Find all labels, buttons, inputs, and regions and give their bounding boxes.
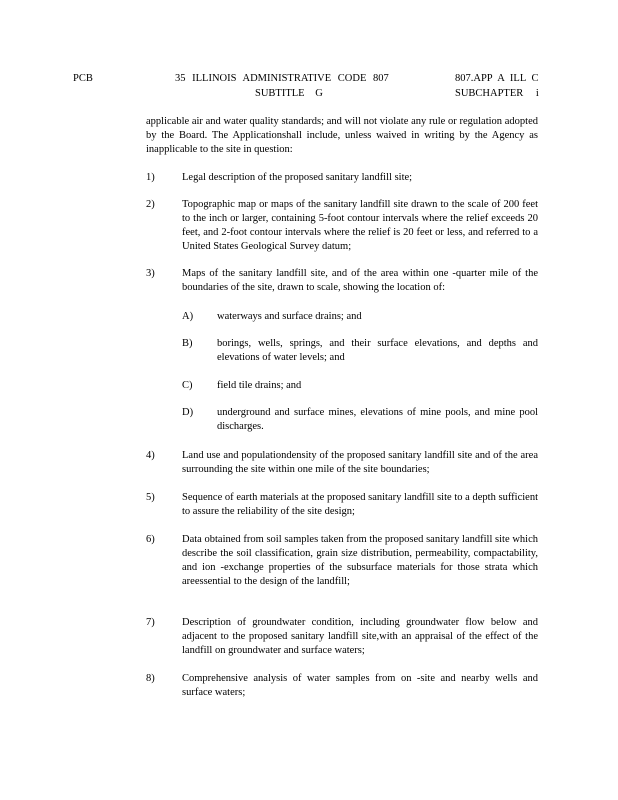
- item-number: 2): [146, 199, 155, 210]
- header-agency: PCB: [73, 73, 93, 84]
- subitem-letter: A): [182, 311, 194, 322]
- item-number: 4): [146, 450, 155, 461]
- item-number: 5): [146, 492, 155, 503]
- item-text: Description of groundwater condition, including groundwater flow below and adjacent to the proposed sanitary landfill site,with an appraisal of the effect of the landfill on groundwater and surface waters;: [182, 617, 538, 656]
- item-number: 7): [146, 617, 155, 628]
- item-number: 6): [146, 534, 155, 545]
- item-text: Sequence of earth materials at the proposed sanitary landfill site to a depth sufficient to assure the reliability of the site design;: [182, 492, 538, 517]
- intro-paragraph: applicable air and water quality standards; and will not violate any rule or regulation adopted by the Board. The Applicationshall include, unless waived in writing by the Agency as inapplicable to the site in question:: [146, 116, 538, 155]
- item-text: Data obtained from soil samples taken from the proposed sanitary landfill site which describe the soil classification, grain size distribution, permeability, compactability, and ion -exchange properties of the subsurface materials for those strata which areessential to the design of the landfill;: [182, 534, 538, 587]
- subitem-text: borings, wells, springs, and their surface elevations, and depths and elevations of water levels; and: [217, 338, 538, 363]
- item-text: Comprehensive analysis of water samples from on -site and nearby wells and surface waters;: [182, 673, 538, 698]
- item-text: Legal description of the proposed sanitary landfill site;: [182, 172, 413, 183]
- subitem-text: waterways and surface drains; and: [217, 311, 362, 322]
- item-number: 1): [146, 172, 155, 183]
- subitem-text: underground and surface mines, elevations of mine pools, and mine pool discharges.: [217, 407, 538, 432]
- subitem-letter: D): [182, 407, 194, 418]
- subitem-text: field tile drains; and: [217, 380, 302, 391]
- header-subtitle: SUBTITLE G: [255, 88, 323, 99]
- header-section: 807.APP A ILL C: [455, 73, 539, 84]
- item-text: Maps of the sanitary landfill site, and of the area within one -quarter mile of the boundaries of the site, drawn to scale, showing the location of:: [182, 268, 538, 293]
- item-number: 3): [146, 268, 155, 279]
- item-text: Land use and populationdensity of the proposed sanitary landfill site and of the area surrounding the site within one mile of the site boundaries;: [182, 450, 538, 475]
- subitem-letter: B): [182, 338, 193, 349]
- item-number: 8): [146, 673, 155, 684]
- header-subchapter: SUBCHAPTER i: [455, 88, 539, 99]
- item-text: Topographic map or maps of the sanitary landfill site drawn to the scale of 200 feet to the inch or larger, containing 5-foot contour intervals where the relief exceeds 20 feet, and 2-foot contour intervals where the relief is 20 feet or less, and referred to a United States Geological Survey datum;: [182, 199, 538, 252]
- subitem-letter: C): [182, 380, 193, 391]
- header-code-title: 35 ILLINOIS ADMINISTRATIVE CODE 807: [175, 73, 389, 84]
